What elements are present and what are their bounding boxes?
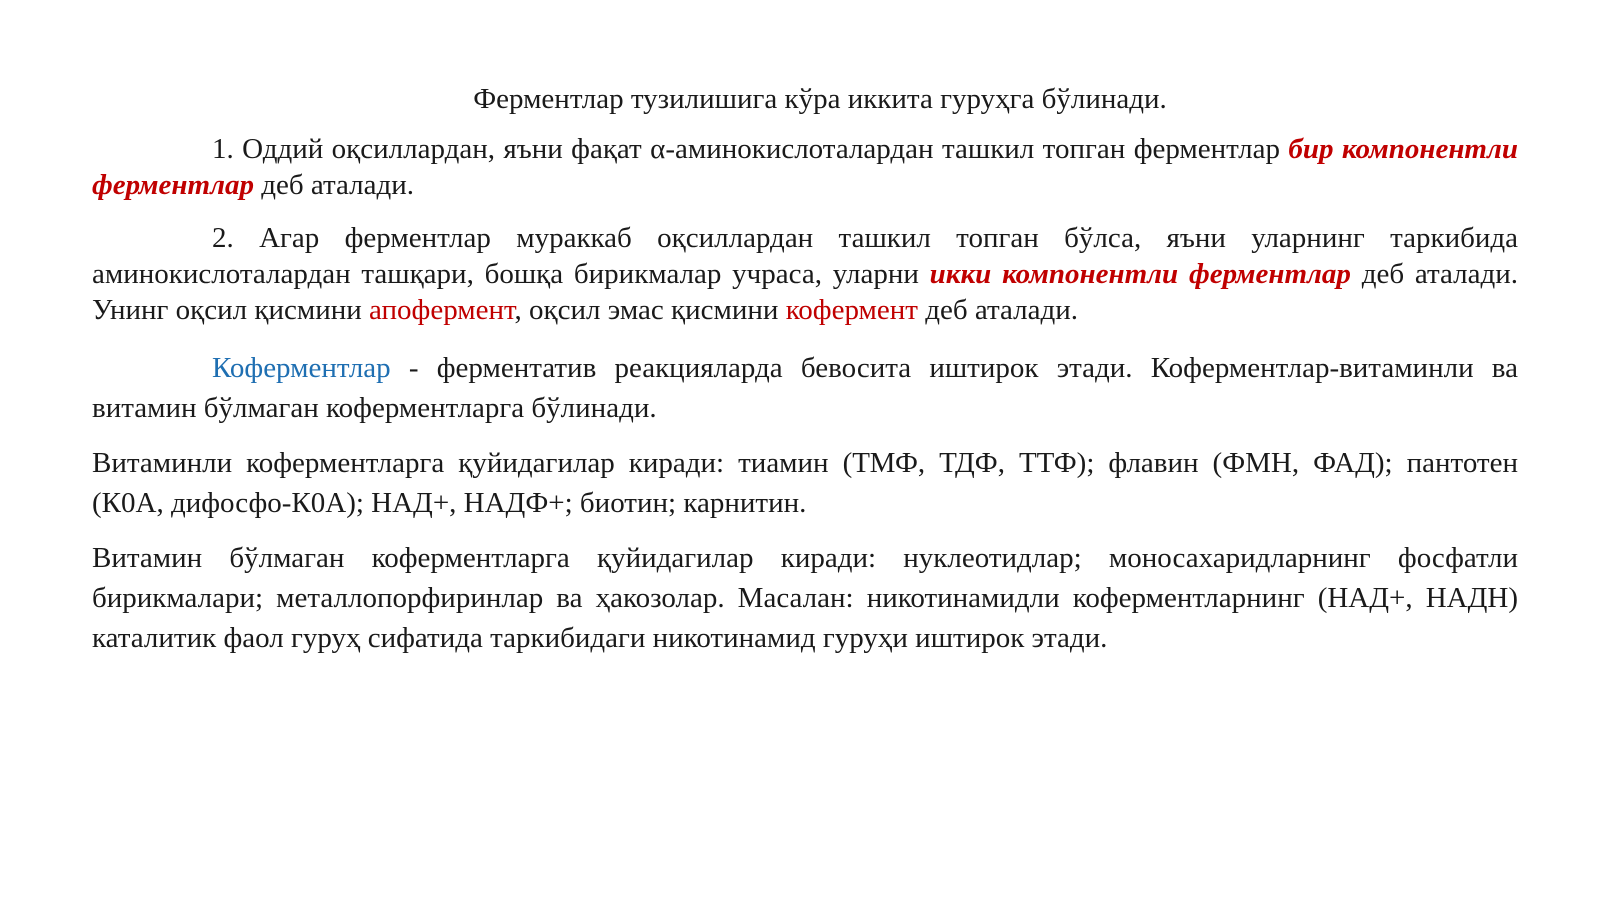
p2-text-c: , оқсил эмас қисмини bbox=[514, 294, 786, 326]
slide-title: Ферментлар тузилишига кўра иккита гуруҳга бўлинади. bbox=[473, 83, 1167, 115]
paragraph-vitamin-coenzymes: Витаминли коферментларга қуйидагилар киради: тиамин (ТМФ, ТДФ, ТТФ); флавин (ФМН, ФАД); пантотен (К0А, дифосфо-К0А); НАД+, НАДФ+; биотин; карнитин. bbox=[92, 447, 1518, 519]
term-one-component-enzymes: бир компонентли ферментлар bbox=[92, 133, 1518, 201]
term-two-component-enzymes: икки компонентли ферментлар bbox=[929, 258, 1351, 290]
term-coenzymes: Коферментлар bbox=[212, 352, 391, 384]
p3-text: - ферментатив реакцияларда бевосита иштирок этади. Коферментлар-витаминли ва витамин бўлмаган коферментларга бўлинади. bbox=[92, 352, 1518, 424]
p1-text-b: деб аталади. bbox=[253, 169, 414, 201]
p2-text-b: деб аталади. Унинг оқсил қисмини bbox=[92, 258, 1518, 326]
p2-text-a: 2. Агар ферментлар мураккаб оқсиллардан ташкил топган бўлса, яъни уларнинг таркибида аминокислоталардан ташқари, бошқа бирикмалар учраса, уларни bbox=[92, 222, 1518, 290]
p2-text-d: деб аталади. bbox=[917, 294, 1078, 326]
term-coenzyme: кофермент bbox=[785, 294, 918, 326]
paragraph-coenzymes bbox=[92, 348, 1518, 428]
slide-content bbox=[92, 80, 1518, 658]
term-apoenzyme: апофермент bbox=[369, 294, 515, 326]
paragraph-one-component bbox=[92, 131, 1518, 203]
p1-text-a: 1. Оддий оқсиллардан, яъни фақат α-аминокислоталардан ташкил топган ферментлар bbox=[212, 133, 1289, 165]
paragraph-two-component bbox=[92, 220, 1518, 328]
paragraph-non-vitamin-coenzymes: Витамин бўлмаган коферментларга қуйидагилар киради: нуклеотидлар; моносахаридларнинг фосфатли бирикмалари; металлопорфиринлар ва ҳакозолар. Масалан: никотинамидли коферментларнинг (НАД+, НАДН) каталитик фаол гуруҳ сифатида таркибидаги никотинамид гуруҳи иштирок этади. bbox=[92, 542, 1518, 654]
